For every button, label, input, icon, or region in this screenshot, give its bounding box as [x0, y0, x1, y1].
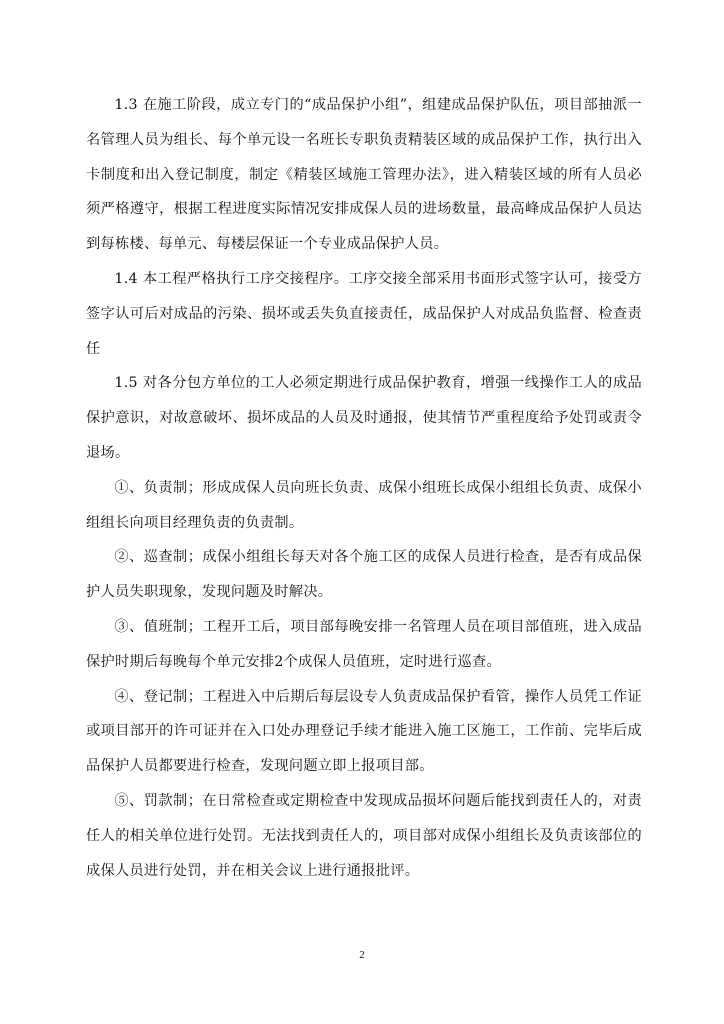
paragraph-item-2: ②、巡查制；成保小组组长每天对各个施工区的成保人员进行检查，是否有成品保护人员失职现象，发现问题及时解决。: [86, 549, 642, 601]
page-number: 2: [359, 949, 365, 961]
paragraph-item-5: ⑤、罚款制；在日常检查或定期检查中发现成品损坏问题后能找到责任人的，对责任人的相关单位进行处罚。无法找到责任人的，项目部对成保小组组长及负责该部位的成保人员进行处罚，并在相关会议上进行通报批评。: [86, 792, 642, 879]
paragraph-item-1: ①、负责制；形成成保人员向班长负责、成保小组班长成保小组组长负责、成保小组组长向项目经理负责的负责制。: [86, 479, 642, 531]
paragraph-1-4: 1.4 本工程严格执行工序交接程序。工序交接全部采用书面形式签字认可，接受方签字认可后对成品的污染、损坏或丢失负直接责任，成品保护人对成品负监督、检查责任: [86, 270, 642, 357]
paragraph-item-4: ④、登记制；工程进入中后期后每层设专人负责成品保护看管，操作人员凭工作证或项目部开的许可证并在入口处办理登记手续才能进入施工区施工，工作前、完毕后成品保护人员都要进行检查，发现问题立即上报项目部。: [86, 688, 642, 775]
paragraph-item-3: ③、值班制；工程开工后，项目部每晚安排一名管理人员在项目部值班，进入成品保护时期后每晚每个单元安排2个成保人员值班，定时进行巡查。: [86, 618, 642, 670]
paragraph-1-3: 1.3 在施工阶段，成立专门的“成品保护小组”，组建成品保护队伍，项目部抽派一名管理人员为组长、每个单元设一名班长专职负责精装区域的成品保护工作，执行出入卡制度和出入登记制度，制定《精装区域施工管理办法》，进入精装区域的所有人员必须严格遵守，根据工程进度实际情况安排成保人员的进场数量，最高峰成品保护人员达到每栋楼、每单元、每楼层保证一个专业成品保护人员。: [86, 97, 642, 253]
document-body: [86, 88, 642, 888]
paragraph-1-5: 1.5 对各分包方单位的工人必须定期进行成品保护教育，增强一线操作工人的成品保护意识，对故意破坏、损坏成品的人员及时通报，使其情节严重程度给予处罚或责令退场。: [86, 375, 642, 461]
